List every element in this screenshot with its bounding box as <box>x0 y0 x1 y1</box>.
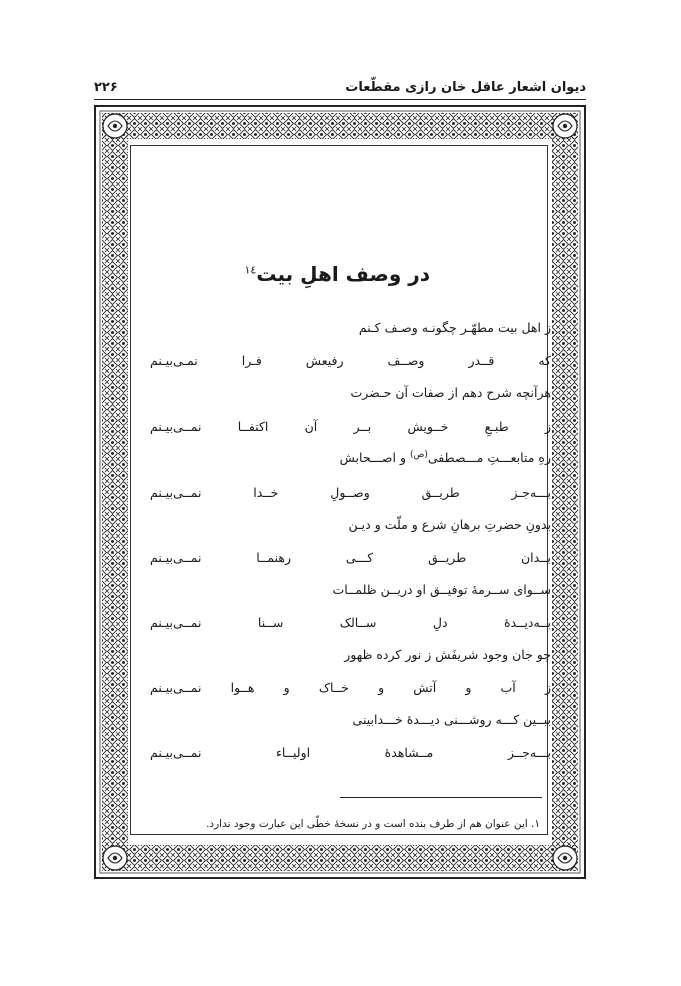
poem-title: در وصف اهلِ بیت$^{۱٤}$ <box>244 262 430 286</box>
verse-line-11: چو جان وجود شریفَش ز نور کرده ظهور <box>344 647 551 662</box>
verse-line-13: ببــین کـــه روشـــنی دیـــدهٔ خـــدابینی <box>352 712 551 727</box>
book-title: دیوان اشعار عاقل خان رازی مقطّعات <box>345 80 586 95</box>
header-rule <box>94 99 586 100</box>
verse-line-5: رهِ متابعـــتِ مـــصطفی$^{(ص)}$ و اصـــحابش <box>339 450 551 466</box>
verse-line-3: هرآنچه شرح دهم از صفات آن حـضرت <box>350 385 551 400</box>
verse-line-14: بـــه‌جــز مــشاهدهٔ اولیــاء نمــی‌بیـنم <box>150 745 551 760</box>
verse-line-2: که قــدر وصــف رفیعش فـرا نمـی‌بیـنم <box>150 353 551 368</box>
verse-line-6: بـــه‌جـز طریــق وصــولِ خــدا نمــی‌بیـنم <box>150 485 551 500</box>
salawat-mark: (ص) <box>409 450 428 460</box>
footnote: ۱. این عنوان هم از طرف بنده است و در نسخهٔ خطّی این عبارت وجود ندارد. <box>206 818 540 830</box>
verse-line-12: ز آب و آتش و خــاک و هــوا نمــی‌بیـنم <box>150 680 551 695</box>
title-footnote-marker: ۱٤ <box>244 263 257 277</box>
verse-line-9: ســوای ســرمهٔ توفیــق او دریــن ظلمــات <box>332 582 551 597</box>
verse-line-4: ز طبـعِ خــویش بــر آن اکتفــا نمــی‌بیـنم <box>150 419 551 434</box>
verse-line-8: بــدان طریــق کـــی رهنمــا نمــی‌بیـنم <box>150 550 551 565</box>
verse-line-1: ز اهل بیت مطهّـر چگونـه وصـف کـنم <box>358 320 551 335</box>
page-number: ۲۲۶ <box>94 80 118 95</box>
footnote-rule <box>340 797 542 798</box>
verse-line-10: بــه‌دیــدهٔ دلِ ســالک ســنا نمــی‌بیـنم <box>150 615 551 630</box>
verse-line-7: بدونِ حضرتِ برهانِ شرع و ملّت و دیـن <box>348 517 551 532</box>
